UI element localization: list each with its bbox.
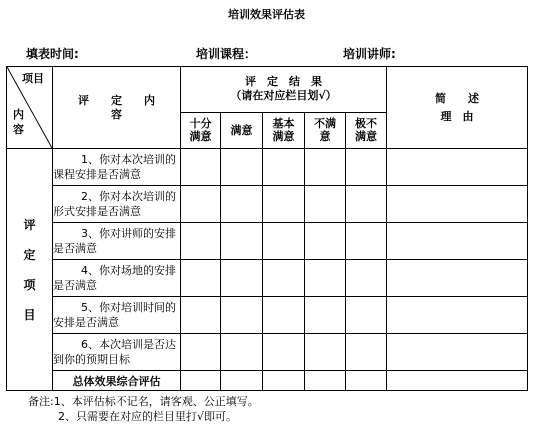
question-4: 4、你对场地的安排 是否满意 xyxy=(53,260,181,297)
table-row xyxy=(7,223,528,260)
reason-cell[interactable] xyxy=(387,260,528,297)
rating-cell[interactable] xyxy=(305,371,346,391)
rating-cell[interactable] xyxy=(221,260,263,297)
reason-cell[interactable] xyxy=(387,334,528,371)
table-row xyxy=(7,260,528,297)
rating-basically-satisfied-header: 基本 满意 xyxy=(263,112,305,148)
rating-very-dissatisfied-header: 极不 满意 xyxy=(346,112,387,148)
form-title: 培训效果评估表 xyxy=(228,8,305,21)
reason-cell[interactable] xyxy=(387,371,528,391)
header-criteria: 评 定 内 容 xyxy=(53,67,181,149)
rating-cell[interactable] xyxy=(263,334,305,371)
table-row xyxy=(7,297,528,334)
rating-cell[interactable] xyxy=(181,223,221,260)
rating-cell[interactable] xyxy=(181,297,221,334)
section-label-evaluation-items: 评 定 项 目 xyxy=(7,149,53,391)
rating-cell[interactable] xyxy=(221,371,263,391)
question-2: 2、你对本次培训的 形式安排是否满意 xyxy=(53,186,181,223)
rating-cell[interactable] xyxy=(346,149,387,186)
rating-cell[interactable] xyxy=(181,334,221,371)
header-description: 简 述 理 由 xyxy=(387,67,528,149)
rating-cell[interactable] xyxy=(346,371,387,391)
rating-cell[interactable] xyxy=(181,260,221,297)
question-3: 3、你对讲师的安排 是否满意 xyxy=(53,223,181,260)
reason-cell[interactable] xyxy=(387,149,528,186)
rating-cell[interactable] xyxy=(305,223,346,260)
fill-time-label: 填表时间: xyxy=(26,47,79,61)
header-result: 评 定 结 果 （请在对应栏目划√） xyxy=(181,67,387,113)
header-item-content-cell xyxy=(7,67,53,149)
rating-cell[interactable] xyxy=(263,186,305,223)
table-row xyxy=(7,334,528,371)
rating-satisfied-header: 满意 xyxy=(221,112,263,148)
rating-cell[interactable] xyxy=(305,260,346,297)
table-row xyxy=(7,186,528,223)
rating-cell[interactable] xyxy=(263,223,305,260)
rating-cell[interactable] xyxy=(181,149,221,186)
reason-cell[interactable] xyxy=(387,297,528,334)
rating-cell[interactable] xyxy=(263,149,305,186)
rating-cell[interactable] xyxy=(346,260,387,297)
rating-cell[interactable] xyxy=(181,371,221,391)
rating-cell[interactable] xyxy=(263,297,305,334)
reason-cell[interactable] xyxy=(387,223,528,260)
overall-evaluation-label: 总体效果综合评估 xyxy=(53,371,181,391)
rating-cell[interactable] xyxy=(181,186,221,223)
course-label: 培训课程： xyxy=(196,47,257,61)
note-1: 备注:1、本评估标不记名，请客观、公正填写。 xyxy=(28,395,259,408)
header-content-label: 内 容 xyxy=(13,108,24,136)
rating-cell[interactable] xyxy=(221,223,263,260)
rating-cell[interactable] xyxy=(263,260,305,297)
rating-cell[interactable] xyxy=(263,371,305,391)
rating-dissatisfied-header: 不满 意 xyxy=(305,112,346,148)
rating-cell[interactable] xyxy=(346,223,387,260)
rating-cell[interactable] xyxy=(346,186,387,223)
rating-cell[interactable] xyxy=(305,297,346,334)
reason-cell[interactable] xyxy=(387,186,528,223)
question-5: 5、你对培训时间的 安排是否满意 xyxy=(53,297,181,334)
rating-cell[interactable] xyxy=(221,334,263,371)
rating-cell[interactable] xyxy=(305,334,346,371)
rating-very-satisfied-header: 十分 满意 xyxy=(181,112,221,148)
rating-cell[interactable] xyxy=(221,149,263,186)
rating-cell[interactable] xyxy=(346,297,387,334)
rating-cell[interactable] xyxy=(305,149,346,186)
lecturer-label: 培训讲师: xyxy=(343,47,396,61)
evaluation-table xyxy=(6,66,528,391)
notes xyxy=(28,394,259,424)
rating-cell[interactable] xyxy=(221,186,263,223)
table-row xyxy=(7,149,528,186)
rating-cell[interactable] xyxy=(305,186,346,223)
question-1: 1、你对本次培训的 课程安排是否满意 xyxy=(53,149,181,186)
question-6: 6、本次培训是否达 到你的预期目标 xyxy=(53,334,181,371)
rating-cell[interactable] xyxy=(221,297,263,334)
rating-cell[interactable] xyxy=(346,334,387,371)
header-item-label: 项目 xyxy=(22,72,44,85)
note-2: 2、只需要在对应的栏目里打√即可。 xyxy=(58,410,238,423)
table-row xyxy=(7,371,528,391)
